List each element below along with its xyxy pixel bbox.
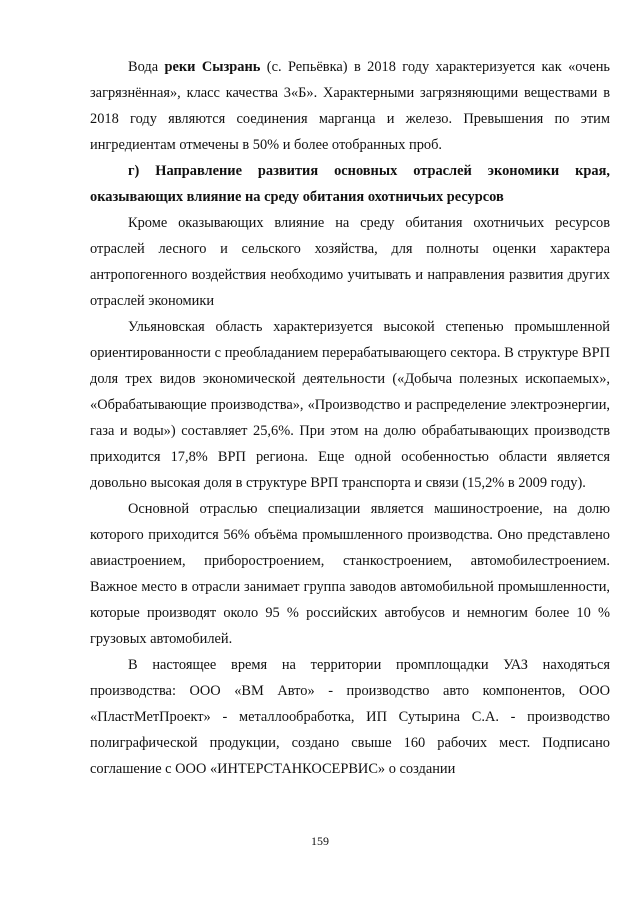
paragraph-river-syzran [90,54,610,158]
paragraph-machine-building: Основной отраслью специализации является машиностроение, на долю которого приходится 56% объёма промышленного производства. Оно представлено авиастроением, приборостроением, станкостроением, автомобилестроением. Важное место в отрасли занимает группа заводов автомобильной промышленности, которые производят около 95 % российских автобусов и немногим более 10 % грузовых автомобилей. [90,501,610,647]
paragraph-text-before: Вода [128,59,165,75]
page-number: 159 [311,834,329,848]
paragraph-ulyanovsk-industry: Ульяновская область характеризуется высокой степенью промышленной ориентированности с преобладанием перерабатывающего сектора. В структуре ВРП доля трех видов экономической деятельности («Добыча полезных ископаемых», «Обрабатывающие производства», «Производство и распределение электроэнергии, газа и воды») составляет 25,6%. При этом на долю обрабатывающих производств приходится 17,8% ВРП региона. Еще одной особенностью области является довольно высокая доля в структуре ВРП транспорта и связи (15,2% в 2009 году). [90,319,610,491]
paragraph-other-industries: Кроме оказывающих влияние на среду обитания охотничьих ресурсов отраслей лесного и сельского хозяйства, для полноты оценки характера антропогенного воздействия необходимо учитывать и направления развития других отраслей экономики [90,215,610,309]
section-heading: г) Направление развития основных отраслей экономики края, оказывающих влияние на среду обитания охотничьих ресурсов [90,163,610,205]
paragraph-uaz-site: В настоящее время на территории промплощадки УАЗ находяться производства: ООО «ВМ Авто» - производство авто компонентов, ООО «ПластМетПроект» - металлообработка, ИП Сутырина С.А. - производство полиграфической продукции, создано свыше 160 рабочих мест. Подписано соглашение с ООО «ИНТЕРСТАНКОСЕРВИС» о создании [90,657,610,777]
page-content [90,54,610,782]
paragraph-text-after: (с. Репьёвка) в 2018 году характеризуется как «очень загрязнённая», класс качества 3«Б». Характерными загрязняющими веществами в 2018 году являются соединения марганца и железо. Превышения по этим ингредиентам отмечены в 50% и более отобранных проб. [90,59,610,153]
river-name-bold: реки Сызрань [164,59,261,75]
